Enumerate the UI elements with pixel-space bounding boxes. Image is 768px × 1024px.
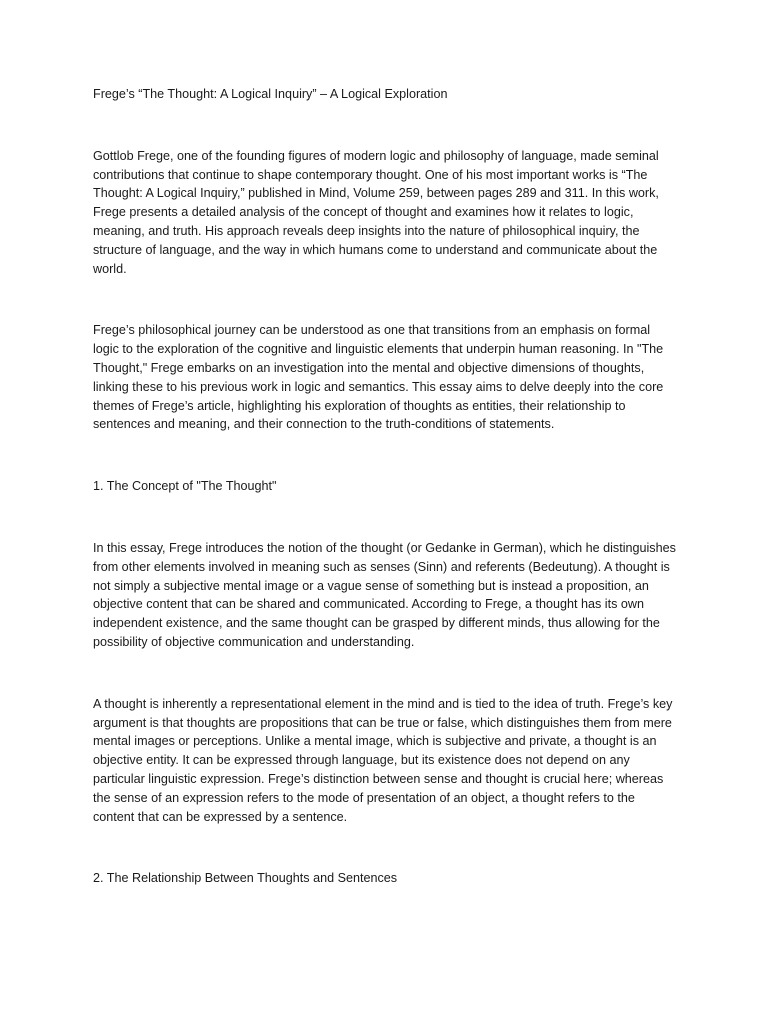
section-heading-1: 1. The Concept of "The Thought" (93, 479, 277, 494)
document-title: Frege’s “The Thought: A Logical Inquiry” – A Logical Exploration (93, 87, 448, 101)
paragraph-representational: A thought is inherently a representational element in the mind and is tied to the idea of truth. Frege’s key argument is that thoughts are propositions that can be true or false, which distinguishes them from mere mental images or perceptions. Unlike a mental image, which is subjective and private, a thought is an objective entity. It can be expressed through language, but its existence does not depend on any particular linguistic expression. Frege’s distinction between sense and thought is crucial here; whereas the sense of an expression refers to the mode of presentation of an object, a thought refers to the content that can be expressed by a sentence. (93, 696, 673, 824)
document-page (93, 85, 678, 931)
paragraph-concept: In this essay, Frege introduces the notion of the thought (or Gedanke in German), which he distinguishes from other elements involved in meaning such as senses (Sinn) and referents (Bedeutung). A thought is not simply a subjective mental image or a vague sense of something but is instead a proposition, an objective content that can be shared and communicated. According to Frege, a thought has its own independent existence, and the same thought can be grasped by different minds, thus allowing for the possibility of objective communication and understanding. (93, 540, 676, 649)
paragraph-intro: Gottlob Frege, one of the founding figures of modern logic and philosophy of language, made seminal contributions that continue to shape contemporary thought. One of his most important works is “The Thought: A Logical Inquiry,” published in Mind, Volume 259, between pages 289 and 311. In this work, Frege presents a detailed analysis of the concept of thought and examines how it relates to logic, meaning, and truth. His approach reveals deep insights into the nature of philosophical inquiry, the structure of language, and the way in which humans come to understand and communicate about the world. (93, 148, 659, 276)
section-heading-2: 2. The Relationship Between Thoughts and Sentences (93, 871, 398, 886)
paragraph-journey: Frege’s philosophical journey can be understood as one that transitions from an emphasis on formal logic to the exploration of the cognitive and linguistic elements that underpin human reasoning. In "The Thought," Frege embarks on an investigation into the mental and objective dimensions of thoughts, linking these to his previous work in logic and semantics. This essay aims to delve deeply into the core themes of Frege’s article, highlighting his exploration of thoughts as entities, their relationship to sentences and meaning, and their connection to the truth-conditions of statements. (93, 323, 664, 432)
